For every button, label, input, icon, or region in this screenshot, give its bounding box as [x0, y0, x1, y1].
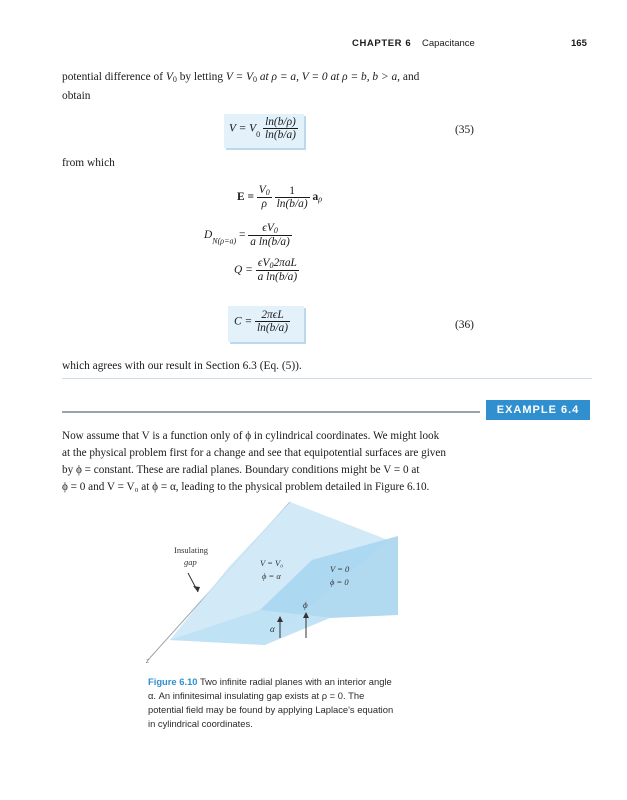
intro-cond-2: at ρ = a, V = 0 at ρ = b, b > a,: [259, 71, 401, 83]
eqD-den: a ln(b/a): [250, 236, 290, 248]
plane1-v-label: V = V₀: [260, 558, 284, 568]
eqE-unit-vector: a: [312, 191, 319, 203]
eqD-num: [248, 222, 292, 235]
intro-v0-sub: 0: [172, 75, 177, 84]
eqE-num1-sub: 0: [265, 188, 270, 197]
eqE-num1: [257, 184, 272, 197]
z-label: z: [146, 656, 150, 665]
chapter-label: CHAPTER 6: [352, 38, 412, 49]
eqE-den1: ρ: [257, 197, 272, 210]
eqD-frac: [248, 222, 292, 248]
eqD-lhs: D: [204, 229, 213, 241]
figure-caption: [148, 675, 398, 731]
agrees-line: which agrees with our result in Section 6.3 (Eq. (5)).: [62, 360, 302, 372]
intro-paragraph: [62, 69, 480, 105]
eq35-lhs-sub: 0: [256, 130, 261, 140]
eqQ-num-b: 2πaL: [273, 257, 297, 269]
eqD-equals: =: [239, 229, 246, 241]
eq36-fraction: [255, 309, 290, 334]
eqE-unit-vector-sub: ρ: [318, 194, 323, 204]
plane1-phi-label: ϕ = α: [262, 571, 281, 581]
phi-label: ϕ: [303, 600, 308, 610]
gap-arrow-head: [193, 586, 200, 592]
eq35-denominator: ln(b/a): [264, 129, 296, 141]
eqD-num-sub: 0: [273, 226, 278, 235]
intro-v0: V: [165, 71, 173, 83]
insulating-label: Insulating: [174, 545, 208, 555]
eqQ-num-sub: 0: [269, 261, 274, 270]
alpha-label: α: [270, 624, 275, 634]
from-which: from which: [62, 157, 115, 169]
eqE-num2: 1: [289, 184, 295, 197]
example-line: ϕ = 0 and V = V₀ at ϕ = α, leading to the physical problem detailed in Figure 6.10.: [62, 481, 430, 493]
eq35-numerator: ln(b/ρ): [265, 116, 296, 128]
eq36: [234, 309, 290, 334]
eqQ-num: [256, 257, 300, 270]
eqQ-lhs: Q =: [234, 264, 253, 276]
example-line: Now assume that V is a function only of ϕ in cylindrical coordinates. We might look: [62, 430, 440, 442]
plane2-phi-label: ϕ = 0: [330, 577, 349, 587]
caption-label: Figure 6.10: [148, 676, 198, 687]
eqD-num-v: ϵV: [262, 222, 274, 234]
example-line: by ϕ = constant. These are radial planes. Boundary conditions might be V = 0 at: [62, 464, 420, 476]
example-paragraph: [62, 428, 482, 496]
chapter-title: Capacitance: [422, 38, 475, 49]
eqE-num1-v: V: [258, 184, 266, 196]
figure-radial-planes: [140, 500, 400, 670]
plane2-v-label: V = 0: [330, 564, 350, 574]
eqQ-frac: [256, 257, 300, 283]
eq36-denominator: ln(b/a): [257, 322, 289, 334]
eq36-numerator: 2πϵL: [261, 309, 284, 321]
intro-cond: V = V: [225, 71, 253, 83]
intro-and: and: [402, 71, 420, 83]
eqE-frac2: [275, 185, 310, 210]
caption-text: Two infinite radial planes with an interior angle α. An infinitesimal insulating gap exists at ρ = 0. The potential field may be found by applying Laplace's equation in cylindrical coordinates.: [148, 676, 394, 729]
running-header: [0, 38, 627, 52]
eq35-lhs: V = V: [229, 122, 257, 135]
eqE-lhs: E =: [237, 191, 254, 203]
eqD-lhs-sub: N(ρ=a): [212, 236, 237, 246]
eq35: [229, 116, 298, 141]
eq-Q: [234, 257, 299, 283]
eq-D: [204, 222, 292, 248]
intro-text-2: by letting: [179, 71, 224, 83]
eq36-number: (36): [455, 319, 474, 331]
example-label: EXAMPLE 6.4: [486, 400, 590, 420]
example-bar: [62, 411, 480, 413]
intro-text: potential difference of: [62, 71, 163, 83]
intro-cond-sub: 0: [252, 75, 257, 84]
eq35-fraction: [263, 116, 298, 141]
page-number: 165: [571, 38, 587, 49]
eqE-den2: ln(b/a): [276, 197, 308, 210]
gap-label: gap: [184, 557, 197, 567]
example-line: at the physical problem first for a change and see that equipotential surfaces are given: [62, 447, 446, 459]
intro-obtain: obtain: [62, 90, 91, 102]
section-rule: [62, 378, 592, 379]
eqQ-num-v: ϵV: [257, 257, 270, 269]
eqQ-den: a ln(b/a): [257, 271, 298, 283]
eqE-frac1: [257, 184, 272, 210]
eq-E: [237, 184, 322, 210]
eq35-number: (35): [455, 124, 474, 136]
eq36-lhs: C =: [234, 315, 253, 328]
